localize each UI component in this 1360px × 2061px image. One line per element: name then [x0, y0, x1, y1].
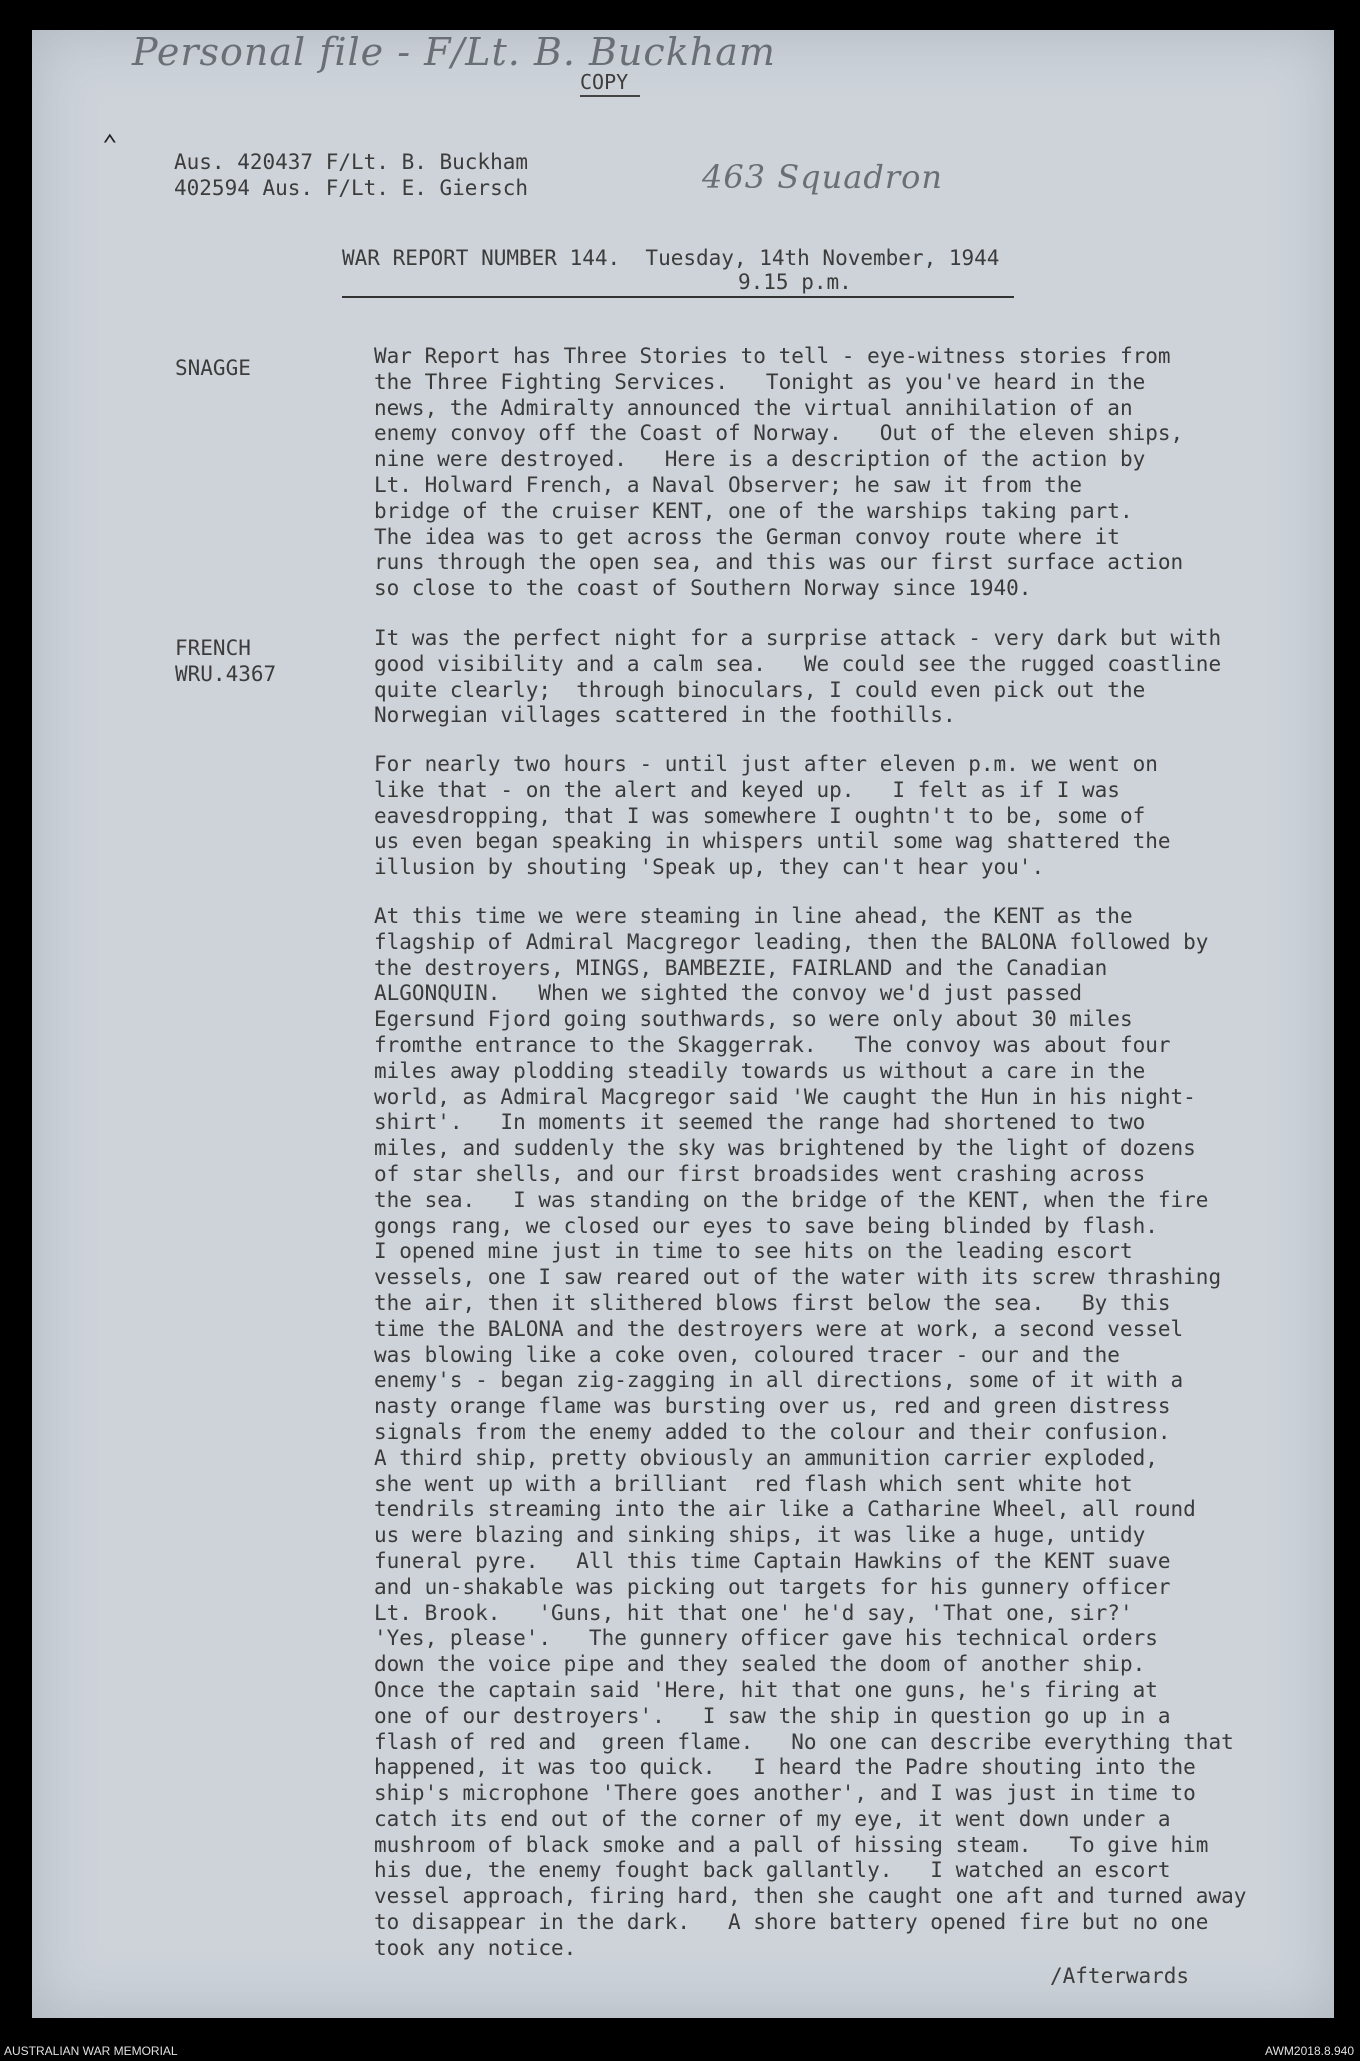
text-line: Lt. Holward French, a Naval Observer; he saw it from the [374, 472, 1083, 497]
text-line: signals from the enemy added to the colour and their confusion. [374, 1419, 1171, 1444]
text-line: flagship of Admiral Macgregor leading, then the BALONA followed by [374, 929, 1209, 954]
text-line: ship's microphone 'There goes another', and I was just in time to [374, 1781, 1196, 1806]
text-line: of star shells, and our first broadsides went crashing across [374, 1161, 1146, 1186]
text-line: the destroyers, MINGS, BAMBEZIE, FAIRLAND and the Canadian [374, 955, 1108, 980]
speaker-snagge: SNAGGE [175, 356, 251, 380]
text-line: At this time we were steaming in line ahead, the KENT as the [374, 904, 1133, 928]
text-line: world, as Admiral Macgregor said 'We caught the Hun in his night- [374, 1084, 1196, 1109]
text-line: us were blazing and sinking ships, it was like a huge, untidy [374, 1523, 1146, 1548]
text-line: nine were destroyed. Here is a description of the action by [374, 447, 1146, 472]
text-line: Lt. Brook. 'Guns, hit that one' he'd say, 'That one, sir?' [374, 1600, 1133, 1625]
text-line: fromthe entrance to the Skaggerrak. The convoy was about four [374, 1032, 1171, 1057]
paragraph-snagge [374, 344, 1183, 602]
text-line: Egersund Fjord going southwards, so were only about 30 miles [374, 1007, 1133, 1032]
text-line: miles away plodding steadily towards us without a care in the [374, 1058, 1146, 1083]
text-line: took any notice. [374, 1935, 577, 1960]
footer-reference: AWM2018.8.940 [1265, 2044, 1354, 2058]
text-line: mushroom of black smoke and a pall of hissing steam. To give him [374, 1832, 1209, 1857]
handwritten-squadron: 463 Squadron [702, 158, 943, 196]
text-line: A third ship, pretty obviously an ammunition carrier exploded, [374, 1445, 1158, 1470]
report-title: WAR REPORT NUMBER 144. Tuesday, 14th November, 1944 [342, 246, 1000, 270]
text-line: bridge of the cruiser KENT, one of the warships taking part. [374, 498, 1133, 523]
text-line: his due, the enemy fought back gallantly. I watched an escort [374, 1858, 1171, 1883]
speaker-french-ref: WRU.4367 [175, 662, 277, 686]
speaker-french: FRENCH [175, 636, 251, 660]
text-line: down the voice pipe and they sealed the doom of another ship. [374, 1652, 1146, 1677]
text-line: illusion by shouting 'Speak up, they can't hear you'. [374, 855, 1045, 880]
text-line: funeral pyre. All this time Captain Hawkins of the KENT suave [374, 1548, 1171, 1573]
clip-mark-icon: ⌃ [102, 130, 118, 160]
text-line: gongs rang, we closed our eyes to save being blinded by flash. [374, 1213, 1158, 1238]
footer-institution: AUSTRALIAN WAR MEMORIAL [4, 2044, 178, 2058]
text-line: I opened mine just in time to see hits on the leading escort [374, 1239, 1133, 1264]
text-line: tendrils streaming into the air like a Catharine Wheel, all round [374, 1497, 1196, 1522]
text-line: 'Yes, please'. The gunnery officer gave his technical orders [374, 1626, 1158, 1651]
text-line: enemy convoy off the Coast of Norway. Out of the eleven ships, [374, 421, 1184, 446]
text-line: It was the perfect night for a surprise attack - very dark but with [374, 626, 1222, 650]
text-line: shirt'. In moments it seemed the range had shortened to two [374, 1110, 1146, 1135]
text-line: was blowing like a coke oven, coloured tracer - our and the [374, 1342, 1120, 1367]
text-line: vessels, one I saw reared out of the water with its screw thrashing [374, 1265, 1222, 1290]
personnel-line-1: Aus. 420437 F/Lt. B. Buckham [174, 150, 529, 174]
text-line: like that - on the alert and keyed up. I felt as if I was [374, 777, 1120, 802]
text-line: us even began speaking in whispers until some wag shattered the [374, 829, 1171, 854]
text-line: eavesdropping, that I was somewhere I oughtn't to be, some of [374, 803, 1146, 828]
text-line: Once the captain said 'Here, hit that one guns, he's firing at [374, 1677, 1158, 1702]
text-line: nasty orange flame was bursting over us, red and green distress [374, 1394, 1171, 1419]
text-line: time the BALONA and the destroyers were at work, a second vessel [374, 1316, 1184, 1341]
document-page [32, 30, 1334, 2018]
text-line: good visibility and a calm sea. We could see the rugged coastline [374, 651, 1222, 676]
text-line: the Three Fighting Services. Tonight as you've heard in the [374, 369, 1146, 394]
text-line: War Report has Three Stories to tell - eye-witness stories from [374, 344, 1171, 368]
paragraph-french-1 [374, 626, 1221, 729]
text-line: runs through the open sea, and this was our first surface action [374, 550, 1184, 575]
text-line: The idea was to get across the German convoy route where it [374, 524, 1120, 549]
copy-label: COPY [580, 70, 629, 94]
text-line: the air, then it slithered blows first below the sea. By this [374, 1290, 1171, 1315]
text-line: happened, it was too quick. I heard the Padre shouting into the [374, 1755, 1196, 1780]
text-line: vessel approach, firing hard, then she caught one aft and turned away [374, 1884, 1247, 1909]
text-line: ALGONQUIN. When we sighted the convoy we'd just passed [374, 981, 1083, 1006]
text-line: quite clearly; through binoculars, I could even pick out the [374, 677, 1146, 702]
text-line: one of our destroyers'. I saw the ship in question go up in a [374, 1703, 1171, 1728]
text-line: to disappear in the dark. A shore battery opened fire but no one [374, 1910, 1209, 1935]
text-line: so close to the coast of Southern Norway since 1940. [374, 576, 1032, 601]
text-line: she went up with a brilliant red flash which sent white hot [374, 1471, 1133, 1496]
personnel-line-2: 402594 Aus. F/Lt. E. Giersch [174, 176, 529, 200]
text-line: the sea. I was standing on the bridge of the KENT, when the fire [374, 1187, 1209, 1212]
continuation-marker: /Afterwards [1050, 1964, 1190, 1988]
handwritten-file-note: Personal file - F/Lt. B. Buckham [132, 30, 776, 74]
paragraph-french-3 [374, 904, 1246, 1962]
text-line: enemy's - began zig-zagging in all directions, some of it with a [374, 1368, 1184, 1393]
text-line: flash of red and green flame. No one can describe everything that [374, 1729, 1234, 1754]
paragraph-french-2 [374, 752, 1171, 881]
text-line: catch its end out of the corner of my eye, it went down under a [374, 1806, 1171, 1831]
text-line: Norwegian villages scattered in the foothills. [374, 703, 956, 728]
copy-underline [580, 95, 640, 97]
text-line: For nearly two hours - until just after eleven p.m. we went on [374, 752, 1158, 776]
text-line: news, the Admiralty announced the virtual annihilation of an [374, 395, 1133, 420]
text-line: miles, and suddenly the sky was brightened by the light of dozens [374, 1136, 1196, 1161]
title-underline [342, 296, 1014, 298]
text-line: and un-shakable was picking out targets for his gunnery officer [374, 1574, 1171, 1599]
report-time: 9.15 p.m. [738, 270, 852, 294]
